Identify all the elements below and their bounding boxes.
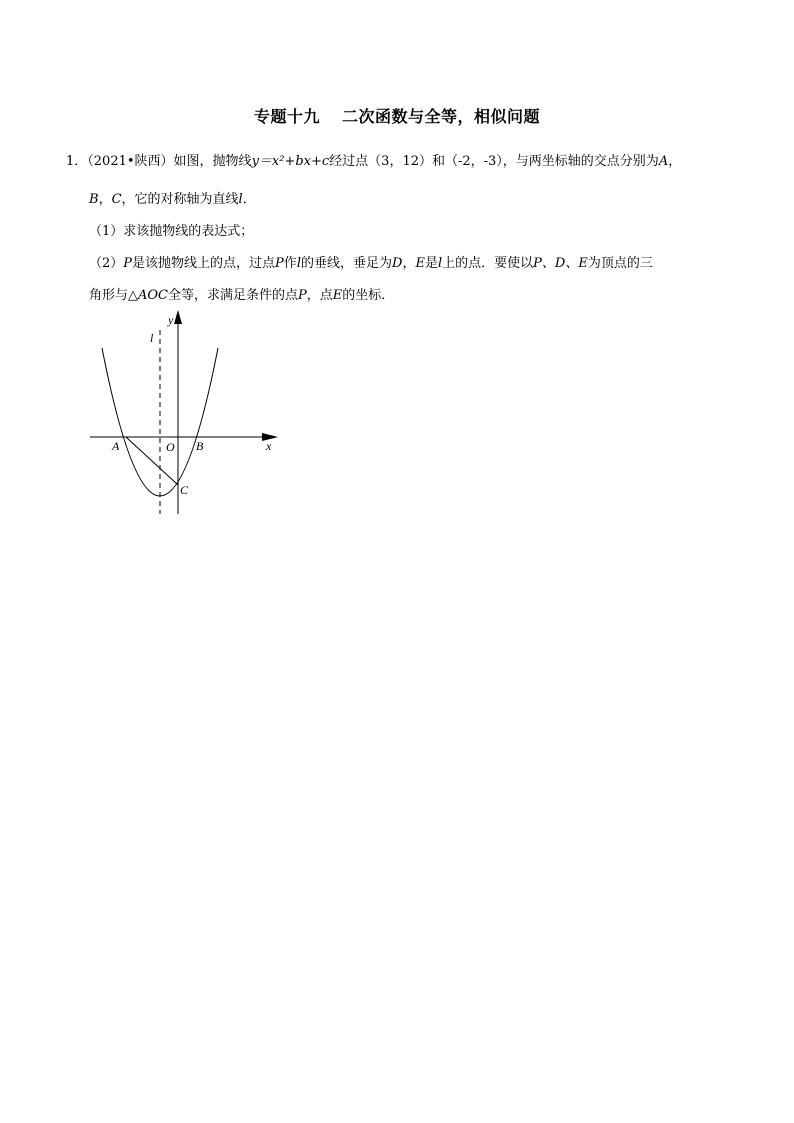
point-d: D (392, 256, 403, 271)
question-1: （1）求该抛物线的表达式； (89, 224, 254, 239)
problem-source: （2021•陕西） (87, 154, 174, 169)
parabola-formula: y＝x²+bx+c (251, 154, 330, 169)
q2-text: 是 (424, 256, 438, 271)
intro-text: 如图，抛物线 (173, 154, 252, 169)
line-l: l (296, 256, 301, 271)
axis-text: ，它的对称轴为直线 (121, 192, 239, 207)
q2-text: 上的点．要使以 (442, 256, 534, 271)
q2-text: 作 (283, 256, 297, 271)
title-part-1: 专题十九 (253, 107, 320, 126)
problem-line-2 (89, 188, 256, 207)
label-b: B (196, 439, 204, 453)
q2-number: （2） (89, 256, 124, 271)
label-o: O (166, 440, 175, 454)
question-2-line-2 (89, 284, 394, 303)
label-a: A (112, 439, 120, 453)
point-p: P (275, 256, 284, 271)
line-l-label: l (238, 192, 243, 207)
punct: ， (98, 192, 112, 207)
triangle-aoc: AOC (138, 288, 168, 303)
q2-text: 角形与△ (89, 288, 138, 303)
triangle-vertices: P、D、E (533, 256, 588, 271)
label-l: l (150, 331, 154, 345)
problem-number: 1． (66, 154, 88, 169)
question-2-line-1 (89, 252, 653, 271)
point-e: E (415, 256, 425, 271)
point-p: P (298, 288, 307, 303)
q2-text: 的垂线，垂足为 (300, 256, 392, 271)
title-part-2: 二次函数与全等，相似问题 (342, 107, 541, 126)
label-y: y (168, 313, 174, 327)
q2-text: ，点 (306, 288, 333, 303)
point-e: E (332, 288, 343, 303)
label-c: C (180, 483, 189, 497)
page-title (0, 104, 794, 127)
point-p: P (123, 256, 133, 271)
punct: ， (668, 154, 682, 169)
q2-text: 的坐标． (342, 288, 395, 303)
q2-text: 为顶点的三 (587, 256, 653, 271)
y-axis-arrow-icon (174, 310, 182, 324)
q2-text: 全等，求满足条件的点 (168, 288, 299, 303)
punct: ， (402, 256, 416, 271)
line-l: l (437, 256, 443, 271)
point-b-label: B (89, 192, 99, 207)
point-c-label: C (111, 192, 122, 207)
q2-text: 是该抛物线上的点，过点 (132, 256, 276, 271)
intro-text-2: 经过点（3，12）和（-2，-3），与两坐标轴的交点分别为 (329, 154, 659, 169)
punct: ． (242, 192, 256, 207)
point-a-label: A (658, 154, 669, 169)
label-x: x (266, 439, 272, 453)
problem-line-1 (66, 150, 681, 169)
parabola-figure (88, 308, 288, 518)
